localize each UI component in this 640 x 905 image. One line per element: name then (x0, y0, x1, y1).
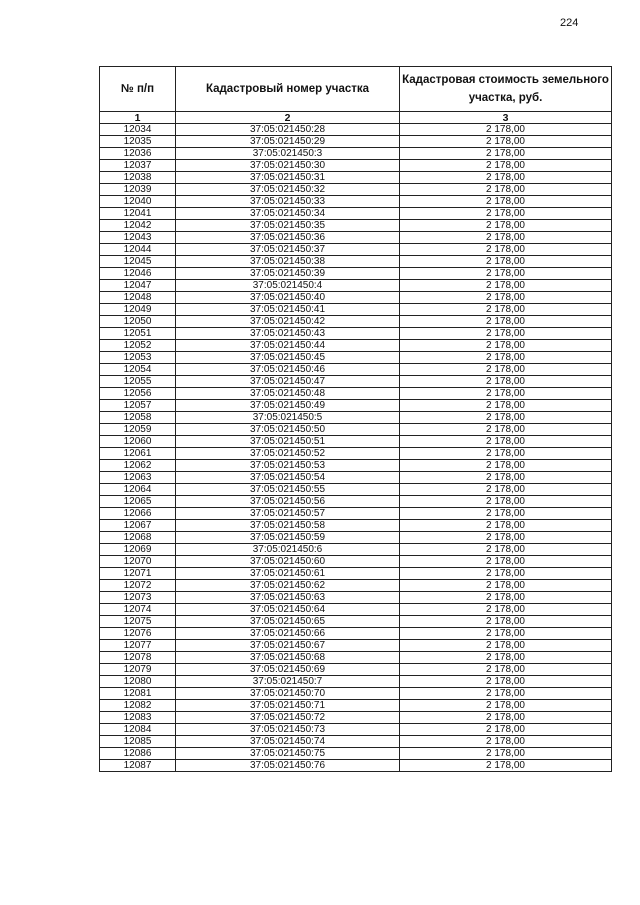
cadastral-value-cell: 2 178,00 (400, 244, 612, 256)
column-number: 3 (400, 112, 612, 124)
cadastral-number-cell: 37:05:021450:41 (176, 304, 400, 316)
cadastral-number-cell: 37:05:021450:37 (176, 244, 400, 256)
table-row (100, 688, 612, 700)
table-row (100, 520, 612, 532)
row-number-cell: 12085 (100, 736, 176, 748)
table-row (100, 232, 612, 244)
row-number-cell: 12078 (100, 652, 176, 664)
cadastral-value-cell: 2 178,00 (400, 340, 612, 352)
row-number-cell: 12071 (100, 568, 176, 580)
cadastral-number-cell: 37:05:021450:73 (176, 724, 400, 736)
cadastral-number-cell: 37:05:021450:49 (176, 400, 400, 412)
table-row (100, 676, 612, 688)
cadastral-value-cell: 2 178,00 (400, 556, 612, 568)
table-row (100, 496, 612, 508)
table-row (100, 436, 612, 448)
cadastral-value-cell: 2 178,00 (400, 316, 612, 328)
table-row (100, 328, 612, 340)
table-row (100, 628, 612, 640)
cadastral-number-cell: 37:05:021450:43 (176, 328, 400, 340)
cadastral-number-cell: 37:05:021450:44 (176, 340, 400, 352)
table-row (100, 124, 612, 136)
cadastral-number-cell: 37:05:021450:38 (176, 256, 400, 268)
cadastral-value-cell: 2 178,00 (400, 364, 612, 376)
cadastral-number-cell: 37:05:021450:6 (176, 544, 400, 556)
cadastral-value-cell: 2 178,00 (400, 268, 612, 280)
table-row (100, 532, 612, 544)
cadastral-value-cell: 2 178,00 (400, 544, 612, 556)
row-number-cell: 12086 (100, 748, 176, 760)
cadastral-value-cell: 2 178,00 (400, 712, 612, 724)
table-row (100, 400, 612, 412)
cadastral-value-cell: 2 178,00 (400, 136, 612, 148)
row-number-cell: 12047 (100, 280, 176, 292)
cadastral-number-cell: 37:05:021450:35 (176, 220, 400, 232)
cadastral-value-cell: 2 178,00 (400, 412, 612, 424)
cadastral-number-cell: 37:05:021450:59 (176, 532, 400, 544)
cadastral-value-cell: 2 178,00 (400, 592, 612, 604)
cadastral-number-cell: 37:05:021450:39 (176, 268, 400, 280)
cadastral-value-cell: 2 178,00 (400, 496, 612, 508)
cadastral-number-cell: 37:05:021450:5 (176, 412, 400, 424)
table-row (100, 616, 612, 628)
cadastral-number-cell: 37:05:021450:30 (176, 160, 400, 172)
cadastral-value-cell: 2 178,00 (400, 184, 612, 196)
table-row (100, 460, 612, 472)
row-number-cell: 12068 (100, 532, 176, 544)
cadastral-number-cell: 37:05:021450:31 (176, 172, 400, 184)
cadastral-value-cell: 2 178,00 (400, 172, 612, 184)
row-number-cell: 12073 (100, 592, 176, 604)
cadastral-number-cell: 37:05:021450:55 (176, 484, 400, 496)
cadastral-value-cell: 2 178,00 (400, 652, 612, 664)
cadastral-value-cell: 2 178,00 (400, 280, 612, 292)
cadastral-number-cell: 37:05:021450:67 (176, 640, 400, 652)
cadastral-number-cell: 37:05:021450:71 (176, 700, 400, 712)
cadastral-value-cell: 2 178,00 (400, 628, 612, 640)
cadastral-value-cell: 2 178,00 (400, 436, 612, 448)
cadastral-number-cell: 37:05:021450:42 (176, 316, 400, 328)
cadastral-number-cell: 37:05:021450:3 (176, 148, 400, 160)
column-number: 2 (176, 112, 400, 124)
cadastral-number-cell: 37:05:021450:61 (176, 568, 400, 580)
row-number-cell: 12052 (100, 340, 176, 352)
row-number-cell: 12069 (100, 544, 176, 556)
row-number-cell: 12041 (100, 208, 176, 220)
row-number-cell: 12061 (100, 448, 176, 460)
row-number-cell: 12064 (100, 484, 176, 496)
table-row (100, 712, 612, 724)
row-number-cell: 12051 (100, 328, 176, 340)
table-row (100, 304, 612, 316)
cadastral-value-cell: 2 178,00 (400, 220, 612, 232)
table-row (100, 172, 612, 184)
row-number-cell: 12043 (100, 232, 176, 244)
cadastral-number-cell: 37:05:021450:54 (176, 472, 400, 484)
table-row (100, 412, 612, 424)
row-number-cell: 12058 (100, 412, 176, 424)
table-row (100, 256, 612, 268)
row-number-cell: 12036 (100, 148, 176, 160)
cadastral-value-cell: 2 178,00 (400, 400, 612, 412)
table-row (100, 484, 612, 496)
table-row (100, 592, 612, 604)
row-number-cell: 12067 (100, 520, 176, 532)
cadastral-value-cell: 2 178,00 (400, 256, 612, 268)
cadastral-number-cell: 37:05:021450:36 (176, 232, 400, 244)
cadastral-value-cell: 2 178,00 (400, 148, 612, 160)
cadastral-value-cell: 2 178,00 (400, 688, 612, 700)
row-number-cell: 12037 (100, 160, 176, 172)
table-row (100, 700, 612, 712)
row-number-cell: 12035 (100, 136, 176, 148)
row-number-cell: 12042 (100, 220, 176, 232)
row-number-cell: 12049 (100, 304, 176, 316)
row-number-cell: 12055 (100, 376, 176, 388)
row-number-cell: 12048 (100, 292, 176, 304)
cadastral-number-cell: 37:05:021450:56 (176, 496, 400, 508)
cadastral-number-cell: 37:05:021450:7 (176, 676, 400, 688)
cadastral-value-cell: 2 178,00 (400, 604, 612, 616)
page-number: 224 (560, 17, 579, 29)
cadastral-value-cell: 2 178,00 (400, 208, 612, 220)
table-row (100, 160, 612, 172)
cadastral-value-cell: 2 178,00 (400, 160, 612, 172)
header-row-number: № п/п (100, 67, 176, 112)
table-row (100, 340, 612, 352)
table-row (100, 352, 612, 364)
row-number-cell: 12076 (100, 628, 176, 640)
cadastral-number-cell: 37:05:021450:45 (176, 352, 400, 364)
column-number-row (100, 112, 612, 124)
cadastral-number-cell: 37:05:021450:33 (176, 196, 400, 208)
table-row (100, 568, 612, 580)
cadastral-value-cell: 2 178,00 (400, 580, 612, 592)
cadastral-number-cell: 37:05:021450:69 (176, 664, 400, 676)
row-number-cell: 12075 (100, 616, 176, 628)
row-number-cell: 12045 (100, 256, 176, 268)
cadastral-value-cell: 2 178,00 (400, 388, 612, 400)
table-row (100, 268, 612, 280)
row-number-cell: 12056 (100, 388, 176, 400)
table-row (100, 424, 612, 436)
cadastral-value-cell: 2 178,00 (400, 760, 612, 772)
cadastral-value-cell: 2 178,00 (400, 676, 612, 688)
cadastral-number-cell: 37:05:021450:48 (176, 388, 400, 400)
table-row (100, 508, 612, 520)
table-row (100, 736, 612, 748)
table-row (100, 640, 612, 652)
table-row (100, 136, 612, 148)
table-row (100, 376, 612, 388)
table-row (100, 556, 612, 568)
cadastral-number-cell: 37:05:021450:76 (176, 760, 400, 772)
cadastral-number-cell: 37:05:021450:51 (176, 436, 400, 448)
cadastral-value-cell: 2 178,00 (400, 640, 612, 652)
cadastral-value-cell: 2 178,00 (400, 616, 612, 628)
table-row (100, 652, 612, 664)
table-row (100, 748, 612, 760)
row-number-cell: 12065 (100, 496, 176, 508)
table-row (100, 364, 612, 376)
row-number-cell: 12050 (100, 316, 176, 328)
row-number-cell: 12084 (100, 724, 176, 736)
row-number-cell: 12079 (100, 664, 176, 676)
table-row (100, 472, 612, 484)
row-number-cell: 12083 (100, 712, 176, 724)
row-number-cell: 12060 (100, 436, 176, 448)
cadastral-number-cell: 37:05:021450:63 (176, 592, 400, 604)
row-number-cell: 12054 (100, 364, 176, 376)
cadastral-value-cell: 2 178,00 (400, 520, 612, 532)
cadastral-value-cell: 2 178,00 (400, 448, 612, 460)
row-number-cell: 12087 (100, 760, 176, 772)
row-number-cell: 12053 (100, 352, 176, 364)
cadastral-number-cell: 37:05:021450:68 (176, 652, 400, 664)
row-number-cell: 12066 (100, 508, 176, 520)
cadastral-value-cell: 2 178,00 (400, 484, 612, 496)
table-row (100, 580, 612, 592)
row-number-cell: 12074 (100, 604, 176, 616)
row-number-cell: 12057 (100, 400, 176, 412)
row-number-cell: 12059 (100, 424, 176, 436)
table-row (100, 316, 612, 328)
cadastral-value-cell: 2 178,00 (400, 568, 612, 580)
row-number-cell: 12072 (100, 580, 176, 592)
cadastral-number-cell: 37:05:021450:70 (176, 688, 400, 700)
cadastral-number-cell: 37:05:021450:72 (176, 712, 400, 724)
row-number-cell: 12046 (100, 268, 176, 280)
cadastral-number-cell: 37:05:021450:60 (176, 556, 400, 568)
table-row (100, 196, 612, 208)
row-number-cell: 12062 (100, 460, 176, 472)
row-number-cell: 12039 (100, 184, 176, 196)
table-row (100, 280, 612, 292)
cadastral-value-cell: 2 178,00 (400, 700, 612, 712)
table-row (100, 244, 612, 256)
cadastral-value-cell: 2 178,00 (400, 304, 612, 316)
cadastral-value-cell: 2 178,00 (400, 232, 612, 244)
cadastral-value-cell: 2 178,00 (400, 292, 612, 304)
row-number-cell: 12038 (100, 172, 176, 184)
cadastral-value-cell: 2 178,00 (400, 532, 612, 544)
table-row (100, 208, 612, 220)
cadastral-number-cell: 37:05:021450:58 (176, 520, 400, 532)
cadastral-number-cell: 37:05:021450:53 (176, 460, 400, 472)
table-row (100, 448, 612, 460)
cadastral-number-cell: 37:05:021450:40 (176, 292, 400, 304)
table-row (100, 664, 612, 676)
cadastral-table (99, 66, 612, 772)
table-row (100, 292, 612, 304)
cadastral-number-cell: 37:05:021450:4 (176, 280, 400, 292)
table-row (100, 388, 612, 400)
header-cadastral-value: Кадастровая стоимость земельного участка, руб. (400, 67, 612, 112)
header-cadastral-number: Кадастровый номер участка (176, 67, 400, 112)
cadastral-value-cell: 2 178,00 (400, 508, 612, 520)
row-number-cell: 12080 (100, 676, 176, 688)
table-row (100, 544, 612, 556)
cadastral-number-cell: 37:05:021450:34 (176, 208, 400, 220)
table-row (100, 604, 612, 616)
cadastral-value-cell: 2 178,00 (400, 472, 612, 484)
row-number-cell: 12044 (100, 244, 176, 256)
cadastral-number-cell: 37:05:021450:47 (176, 376, 400, 388)
table-header-row (100, 67, 612, 112)
cadastral-value-cell: 2 178,00 (400, 664, 612, 676)
cadastral-number-cell: 37:05:021450:32 (176, 184, 400, 196)
row-number-cell: 12040 (100, 196, 176, 208)
cadastral-number-cell: 37:05:021450:46 (176, 364, 400, 376)
cadastral-number-cell: 37:05:021450:74 (176, 736, 400, 748)
cadastral-value-cell: 2 178,00 (400, 124, 612, 136)
row-number-cell: 12077 (100, 640, 176, 652)
row-number-cell: 12081 (100, 688, 176, 700)
cadastral-number-cell: 37:05:021450:66 (176, 628, 400, 640)
cadastral-number-cell: 37:05:021450:29 (176, 136, 400, 148)
table-row (100, 184, 612, 196)
cadastral-number-cell: 37:05:021450:50 (176, 424, 400, 436)
row-number-cell: 12063 (100, 472, 176, 484)
cadastral-number-cell: 37:05:021450:52 (176, 448, 400, 460)
cadastral-value-cell: 2 178,00 (400, 352, 612, 364)
table-row (100, 148, 612, 160)
cadastral-value-cell: 2 178,00 (400, 724, 612, 736)
table-row (100, 220, 612, 232)
table-row (100, 760, 612, 772)
cadastral-number-cell: 37:05:021450:62 (176, 580, 400, 592)
column-number: 1 (100, 112, 176, 124)
row-number-cell: 12034 (100, 124, 176, 136)
cadastral-number-cell: 37:05:021450:64 (176, 604, 400, 616)
cadastral-number-cell: 37:05:021450:28 (176, 124, 400, 136)
cadastral-number-cell: 37:05:021450:57 (176, 508, 400, 520)
cadastral-number-cell: 37:05:021450:65 (176, 616, 400, 628)
row-number-cell: 12070 (100, 556, 176, 568)
cadastral-number-cell: 37:05:021450:75 (176, 748, 400, 760)
row-number-cell: 12082 (100, 700, 176, 712)
cadastral-value-cell: 2 178,00 (400, 424, 612, 436)
cadastral-value-cell: 2 178,00 (400, 748, 612, 760)
cadastral-value-cell: 2 178,00 (400, 376, 612, 388)
cadastral-value-cell: 2 178,00 (400, 736, 612, 748)
cadastral-value-cell: 2 178,00 (400, 196, 612, 208)
cadastral-value-cell: 2 178,00 (400, 328, 612, 340)
cadastral-value-cell: 2 178,00 (400, 460, 612, 472)
table-row (100, 724, 612, 736)
